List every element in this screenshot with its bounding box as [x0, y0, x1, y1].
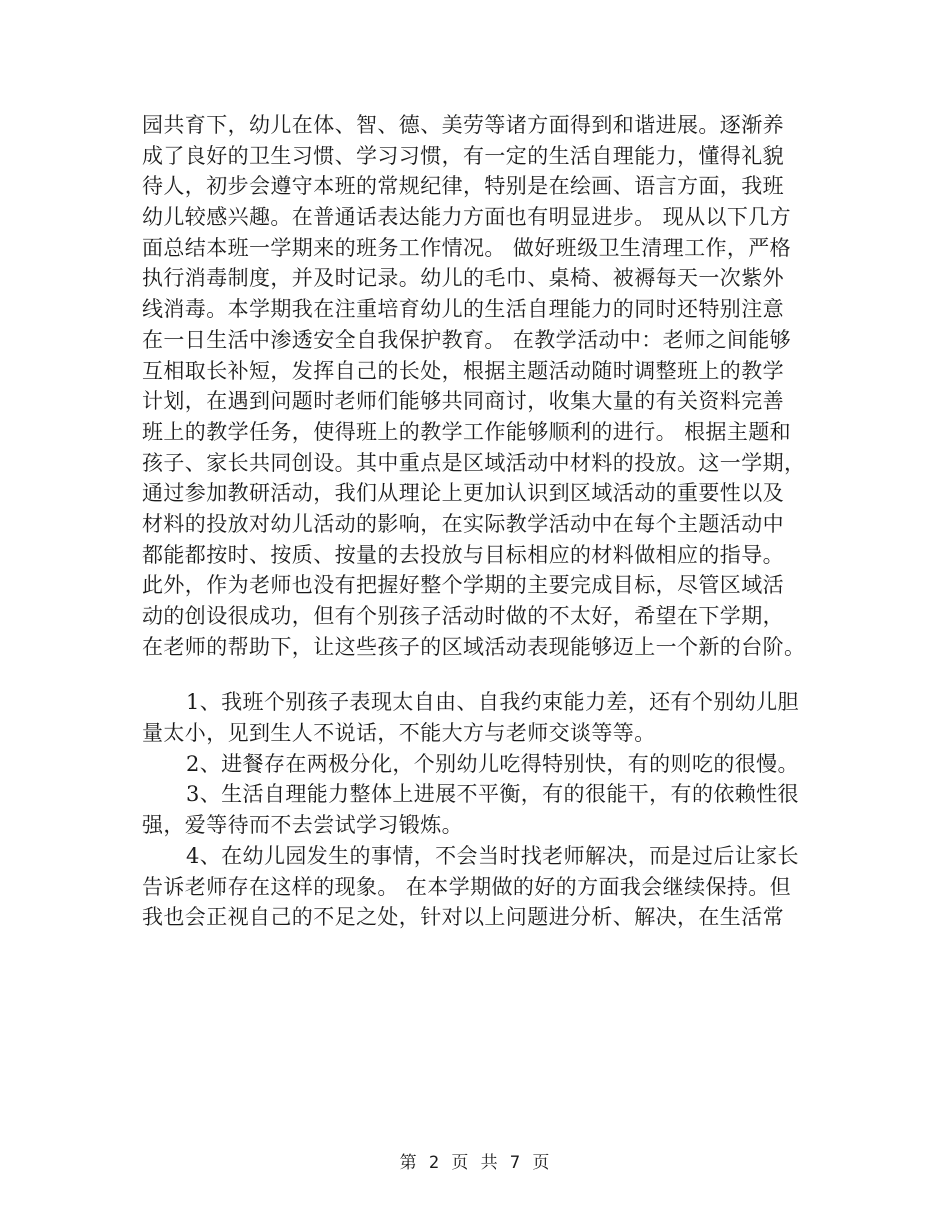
text-line: 幼儿较感兴趣。在普通话表达能力方面也有明显进步。 现从以下几方 [142, 205, 792, 230]
list-item [142, 779, 810, 840]
list-item [142, 841, 810, 933]
text-line: 计划，在遇到问题时老师们能够共同商讨，收集大量的有关资料完善 [142, 389, 784, 414]
text-line: 1、我班个别孩子表现太自由、自我约束能力差，还有个别幼儿胆 [186, 690, 799, 715]
text-line: 我也会正视自己的不足之处，针对以上问题进分析、解决，在生活常 [142, 905, 784, 930]
list-item [142, 687, 810, 748]
text-line: 都能都按时、按质、按量的去投放与目标相应的材料做相应的指导。 [142, 542, 784, 567]
text-line: 在一日生活中渗透安全自我保护教育。 在教学活动中：老师之间能够 [142, 327, 792, 352]
text-line: 强，爱等待而不去尝试学习锻炼。 [142, 813, 463, 838]
text-line: 2、进餐存在两极分化，个别幼儿吃得特别快，有的则吃的很慢。 [186, 751, 799, 776]
page-number: 第 2 页 共 7 页 [399, 1153, 551, 1173]
text-line: 动的创设很成功，但有个别孩子活动时做的不太好，希望在下学期， [142, 604, 784, 628]
text-line: 班上的教学任务，使得班上的教学工作能够顺利的进行。 根据主题和 [142, 419, 792, 444]
list-item [142, 749, 810, 780]
text-line: 待人，初步会遵守本班的常规纪律，特别是在绘画、语言方面，我班 [142, 174, 784, 199]
text-line: 园共育下，幼儿在体、智、德、美劳等诸方面得到和谐进展。逐渐养 [142, 113, 784, 137]
text-line: 孩子、家长共同创设。其中重点是区域活动中材料的投放。这一学期， [142, 450, 806, 475]
document-body [142, 110, 810, 933]
text-line: 互相取长补短，发挥自己的长处，根据主题活动随时调整班上的教学 [142, 358, 784, 383]
text-line: 告诉老师存在这样的现象。 在本学期做的好的方面我会继续保持。但 [142, 874, 792, 899]
paragraph-summary [142, 110, 810, 662]
text-line: 执行消毒制度，并及时记录。幼儿的毛巾、桌椅、被褥每天一次紫外 [142, 266, 784, 291]
text-line: 3、生活自理能力整体上进展不平衡，有的很能干，有的依赖性很 [186, 782, 799, 807]
text-line: 材料的投放对幼儿活动的影响，在实际教学活动中在每个主题活动中 [142, 511, 784, 536]
text-line: 成了良好的卫生习惯、学习习惯，有一定的生活自理能力，懂得礼貌 [142, 143, 784, 168]
text-line: 在老师的帮助下，让这些孩子的区域活动表现能够迈上一个新的台阶。 [142, 634, 806, 659]
text-line: 线消毒。本学期我在注重培育幼儿的生活自理能力的同时还特别注意 [142, 297, 784, 322]
text-line: 量太小，见到生人不说话，不能大方与老师交谈等等。 [142, 721, 656, 746]
text-line: 4、在幼儿园发生的事情，不会当时找老师解决，而是过后让家长 [186, 843, 799, 868]
problem-list [142, 687, 810, 933]
paragraph-gap [142, 662, 810, 687]
text-line: 面总结本班一学期来的班务工作情况。 做好班级卫生清理工作，严格 [142, 235, 792, 260]
text-line: 通过参加教研活动，我们从理论上更加认识到区域活动的重要性以及 [142, 481, 784, 506]
text-line: 此外，作为老师也没有把握好整个学期的主要完成目标，尽管区域活 [142, 573, 784, 598]
